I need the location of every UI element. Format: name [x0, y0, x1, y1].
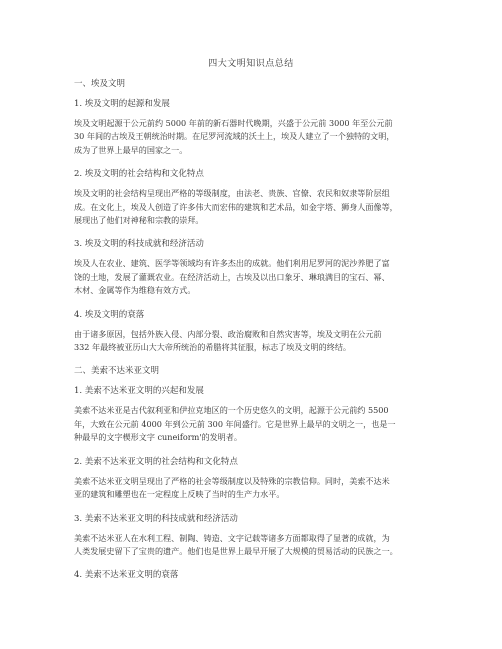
- paragraph-meso-society: 美索不达米亚文明呈现出了严格的社会等级制度以及特殊的宗教信仰。同时，美索不达米 亚的建筑和雕塑也在一定程度上反映了当时的生产力水平。: [74, 475, 390, 500]
- document-body: [74, 78, 434, 588]
- paragraph-egypt-decline: 由于诸多原因，包括外族入侵、内部分裂、政治腐败和自然灾害等，埃及文明在公元前 332 年最终被亚历山大大帝所统治的希腊将其征服，标志了埃及文明的终结。: [74, 328, 382, 353]
- document-title: 四大文明知识点总结: [208, 59, 294, 69]
- section-heading-egypt: 一、埃及文明: [74, 79, 126, 89]
- subheading-egypt-decline: 4. 埃及文明的衰落: [74, 309, 145, 320]
- paragraph-meso-tech: 美索不达米亚人在水利工程、制陶、铸造、文字记载等诸多方面都取得了显著的成就，为 人类发展史留下了宝贵的遗产。他们也是世界上最早开展了大规模的贸易活动的民族之一。: [74, 532, 398, 556]
- subheading-egypt-society: 2. 埃及文明的社会结构和文化特点: [74, 169, 204, 180]
- paragraph-meso-origin: 美索不达米亚是古代叙利亚和伊拉克地区的一个历史悠久的文明，起源于公元前约 5500 年，大致在公元前 4000 年到公元前 300 年间盛行。它是世界上最早的文明之一，也是一 种最早的文字楔形文字 cuneiform'的发明者。: [74, 405, 396, 443]
- subheading-meso-origin: 1. 美索不达米亚文明的兴起和发展: [74, 386, 204, 397]
- paragraph-egypt-society: 埃及文明的社会结构呈现出严格的等级制度，由法老、贵族、官僚、农民和奴隶等阶层组 成。在文化上，埃及人创造了许多伟大而宏伟的建筑和艺术品，如金字塔、狮身人面像等， 展现出了他们对神秘和宗教的崇拜。: [74, 188, 398, 226]
- subheading-meso-tech: 3. 美索不达米亚文明的科技成就和经济活动: [74, 513, 238, 524]
- section-heading-mesopotamia: 二、美索不达米亚文明: [74, 366, 160, 377]
- subheading-egypt-origin: 1. 埃及文明的起源和发展: [74, 99, 170, 109]
- subheading-meso-society: 2. 美索不达米亚文明的社会结构和文化特点: [74, 456, 238, 467]
- subheading-egypt-tech: 3. 埃及文明的科技成就和经济活动: [74, 239, 204, 250]
- subheading-meso-decline: 4. 美索不达米亚文明的衰落: [74, 570, 179, 581]
- paragraph-egypt-tech: 埃及人在农业、建筑、医学等领域均有许多杰出的成就。他们利用尼罗河的泥沙养肥了富 饶的土地，发展了灌溉农业。在经济活动上，古埃及以出口象牙、琳琅满目的宝石、幂、 木材、金属等作为维稳有效方式。: [74, 258, 390, 296]
- paragraph-egypt-origin: 埃及文明起源于公元前约 5000 年前的新石器时代晚期，兴盛于公元前 3000 年至公元前 30 年间的古埃及王朝统治时期。在尼罗河流域的沃土上，埃及人建立了一个独特的文明， 成为了世界上最早的国家之一。: [74, 118, 395, 155]
